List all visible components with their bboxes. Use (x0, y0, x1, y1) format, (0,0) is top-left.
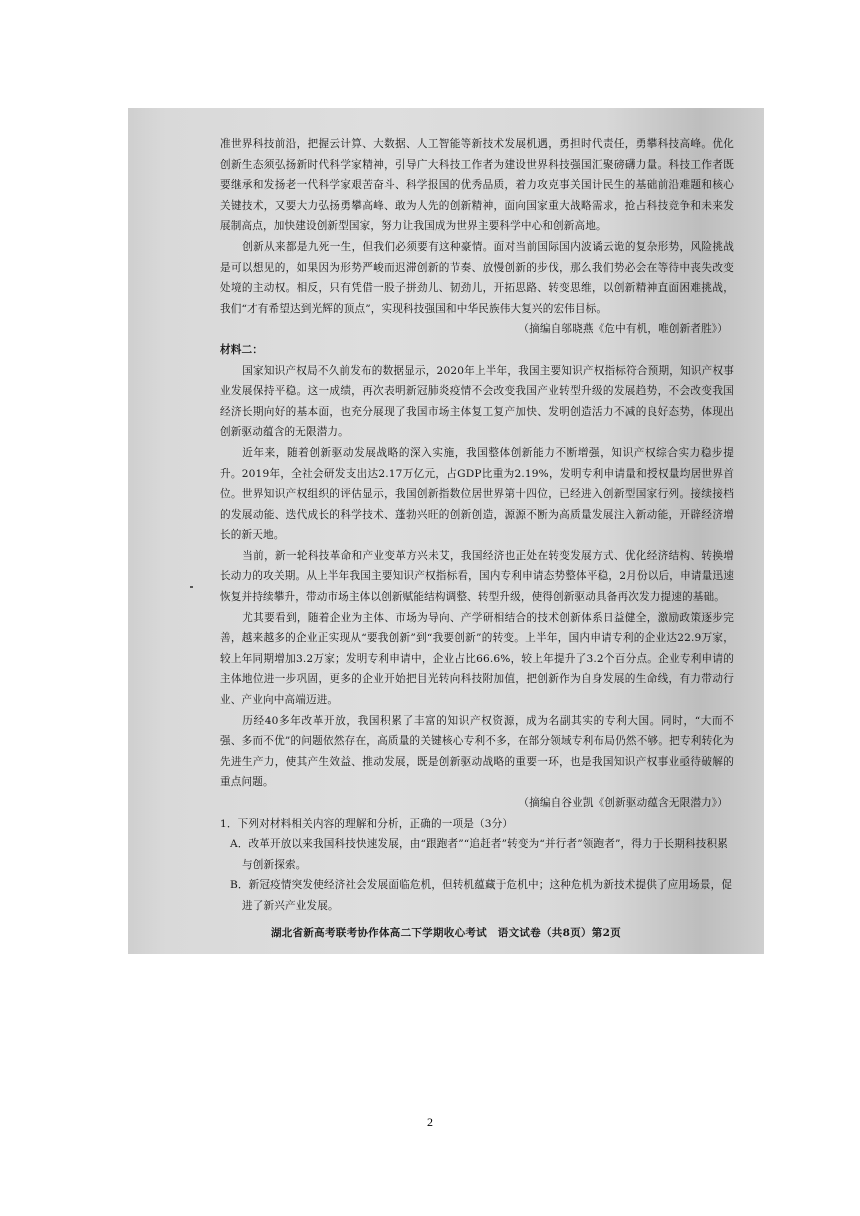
option-b: B．新冠疫情突发使经济社会发展面临危机，但转机蕴藏于危机中；这种危机为新技术提供了应用场景，促进了新兴产业发展。 (230, 879, 733, 912)
material-2-paragraph-3: 当前，新一轮科技革命和产业变革方兴未艾，我国经济也正处在转变发展方式、优化经济结构、转换增长动力的攻关期。从上半年我国主要知识产权指标看，国内专利申请态势整体平稳，2月份以后，申请量迅速恢复并持续攀升，带动市场主体以创新赋能结构调整、转型升级，使得创新驱动具备再次发力提速的基础。 (220, 549, 734, 604)
option-a: A．改革开放以来我国科技快速发展，由“跟跑者”“追赶者”转变为“并行者”领跑者”，得力于长期科技积累与创新探索。 (230, 838, 728, 871)
page-number: 2 (427, 1115, 433, 1129)
source-citation-1: （摘编自邬晓燕《危中有机，唯创新者胜》） (518, 323, 728, 336)
source-citation-2: （摘编自谷业凯《创新驱动蕴含无限潜力》） (518, 797, 728, 809)
exam-footer: 湖北省新高考联考协作体高二下学期收心考试 语文试卷（共8页）第2页 (270, 927, 621, 940)
material-2-heading: 材料二： (220, 343, 263, 356)
scan-speck (190, 586, 193, 588)
scanned-page (128, 108, 764, 954)
paragraph-continued: 准世界科技前沿，把握云计算、大数据、人工智能等新技术发展机遇，勇担时代责任，勇攀科技高峰。优化创新生态须弘扬新时代科学家精神，引导广大科技工作者为建设世界科技强国汇聚磅礴力量。科技工作者既要继承和发扬老一代科学家艰苦奋斗、科学报国的优秀品质，着力攻克事关国计民生的基础前沿难题和核心关键技术，又要大力弘扬勇攀高峰、敢为人先的创新精神，面向国家重大战略需求，抢占科技竞争和未来发展制高点，加快建设创新型国家，努力让我国成为世界主要科学中心和创新高地。 (220, 138, 734, 233)
material-2-paragraph-4: 尤其要看到，随着企业为主体、市场为导向、产学研相结合的技术创新体系日益健全，激励政策逐步完善，越来越多的企业正实现从“要我创新”到“我要创新”的转变。上半年，国内申请专利的企业达22.9万家，较上年同期增加3.2万家；发明专利申请中，企业占比66.6%，较上年提升了3.2个百分点。企业专利申请的主体地位进一步巩固，更多的企业开始把目光转向科技附加值，把创新作为自身发展的生命线，有力带动行业、产业向中高端迈进。 (220, 611, 734, 707)
material-2-paragraph-2: 近年来，随着创新驱动发展战略的深入实施，我国整体创新能力不断增强，知识产权综合实力稳步提升。2019年，全社会研发支出达2.17万亿元，占GDP比重为2.19%，发明专利申请量和授权量均居世界首位。世界知识产权组织的评估显示，我国创新指数位居世界第十四位，已经进入创新型国家行列。接续接档的发展动能、迭代成长的科学技术、蓬勃兴旺的创新创造，源源不断为高质量发展注入新动能，开辟经济增长的新天地。 (220, 446, 734, 542)
material-2-paragraph-1: 国家知识产权局不久前发布的数据显示，2020年上半年，我国主要知识产权指标符合预期，知识产权事业发展保持平稳。这一成绩，再次表明新冠肺炎疫情不会改变我国产业转型升级的发展趋势，不会改变我国经济长期向好的基本面，也充分展现了我国市场主体复工复产加快、发明创造活力不减的良好态势，体现出创新驱动蕴含的无限潜力。 (220, 364, 734, 439)
question-1: 1．下列对材料相关内容的理解和分析，正确的一项是（3分） (220, 817, 514, 830)
material-2-paragraph-5: 历经40多年改革开放，我国积累了丰富的知识产权资源，成为名副其实的专利大国。同时，“大而不强、多而不优”的问题依然存在，高质量的关键核心专利不多，在部分领域专利布局仍然不够。把专利转化为先进生产力，使其产生效益、推动发展，既是创新驱动战略的重要一环，也是我国知识产权事业亟待破解的重点问题。 (220, 714, 734, 789)
paragraph-innovation: 创新从来都是九死一生，但我们必须要有这种豪情。面对当前国际国内波谲云诡的复杂形势，风险挑战是可以想见的，如果因为形势严峻而迟滞创新的节奏、放慢创新的步伐，那么我们势必会在等待中丧失改变处境的主动权。相反，只有凭借一股子拼劲儿、韧劲儿，开拓思路、转变思维，以创新精神直面困难挑战，我们“才有希望达到光辉的顶点”，实现科技强国和中华民族伟大复兴的宏伟目标。 (220, 240, 734, 315)
